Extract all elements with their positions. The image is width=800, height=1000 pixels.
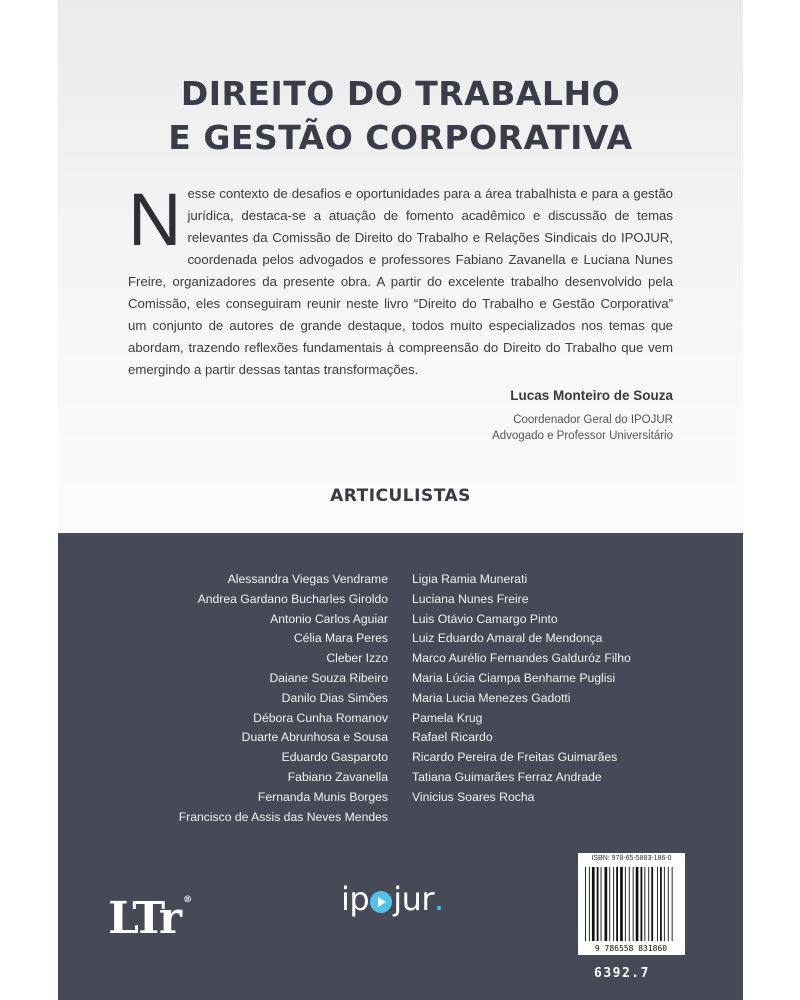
left-author: Fabiano Zavanella [287,769,388,784]
right-author: Maria Lúcia Ciampa Benhame Puglisi [412,670,616,685]
barcode-bar [648,867,649,941]
back-cover [58,0,743,1000]
barcode-bar [657,867,658,941]
book-title-line-1: DIREITO DO TRABALHO [180,74,621,113]
left-author: Antonio Carlos Aguiar [270,611,388,626]
authors-panel [58,533,743,1000]
ipojur-logo [341,880,444,918]
left-author: Eduardo Gasparoto [281,750,388,765]
right-author: Pamela Krug [412,710,483,725]
barcode-bar [644,867,645,941]
left-author: Fernanda Munis Borges [257,789,388,804]
ltr-logo [108,893,192,944]
section-title: ARTICULISTAS [330,486,471,506]
authors-left-column [88,570,388,827]
ipojur-logo-pre: ip [341,880,370,918]
left-author: Duarte Abrunhosa e Sousa [241,730,388,745]
barcode-bar [664,867,665,941]
barcode-bar [589,867,590,941]
barcode-bar [592,867,595,941]
isbn-label: ISBN: 978-65-5883-186-0 [591,855,672,862]
catalog-code: 6392.7 [594,966,650,981]
right-author: Rafael Ricardo [412,730,493,745]
right-author: Luciana Nunes Freire [412,591,529,606]
book-title-line-2: E GESTÃO CORPORATIVA [168,118,633,157]
left-author: Andrea Gardano Bucharles Giroldo [197,591,388,606]
left-author: Francisco de Assis das Neves Mendes [178,809,388,824]
barcode-icon [583,867,680,953]
left-author: Danilo Dias Simões [281,690,388,705]
left-author: Débora Cunha Romanov [253,710,388,725]
right-author: Ligia Ramia Munerati [412,572,528,586]
left-author: Daiane Souza Ribeiro [269,670,388,685]
barcode-bar [651,867,653,941]
left-author: Cleber Izzo [326,651,388,666]
barcode-bar [616,867,618,941]
barcode-bar [625,867,626,941]
left-author: Alessandra Viegas Vendrame [227,572,388,586]
intro-text: esse contexto de desafios e oportunidades para a área trabalhista e para a gestão jurídica, destaca-se a atuação de fomento acadêmico e discussão de temas relevantes da Comissão de Direito do Trabalho e Relações Sindicais do IPOJUR, coordenada pelos advogados e professores Fabiano Zavanella e Luciana Nunes Freire, organizadores da presente obra. A partir do excelente trabalho desenvolvido pela Comissão, eles conseguiram reunir neste livro “Direito do Trabalho e Gestão Corporativa” um conjunto de autores de grande destaque, todos muito especializados nos temas que abordam, trazendo reflexões fundamentais à compreensão do Direito do Trabalho que vem emergindo a partir dessas tantas transformações. [128,186,673,377]
barcode-bar [629,867,630,941]
right-author: Maria Lucia Menezes Gadotti [412,690,571,705]
barcode-bar [668,867,669,941]
right-author: Luiz Eduardo Amaral de Mendonça [412,631,603,646]
barcode-digits: 9 786558 831860 [594,944,668,953]
barcode-bar [613,867,614,941]
ipojur-logo-dot: . [434,880,444,918]
drop-cap: N [128,178,182,261]
right-author: Ricardo Pereira de Freitas Guimarães [412,750,618,765]
right-author: Luis Otávio Camargo Pinto [412,611,558,626]
ltr-logo-letters: LTr [108,893,180,944]
barcode-bar [605,867,608,941]
play-icon [370,891,392,913]
left-author: Célia Mara Peres [293,631,388,646]
registered-mark: ® [183,895,193,905]
barcode-bar [672,867,673,941]
barcode-bar [633,867,634,941]
barcode-bar [601,867,602,941]
barcode-bar [660,867,662,941]
barcode-bar [620,867,623,941]
signature-name: Lucas Monteiro de Souza [510,388,673,403]
signature-role-2: Advogado e Professor Universitário [492,430,673,442]
right-author: Tatiana Guimarães Ferraz Andrade [412,769,602,784]
ipojur-logo-post: jur [393,880,435,918]
barcode-bar [641,867,643,941]
intro-paragraph [128,178,673,381]
barcode-block [578,853,685,955]
barcode-bar [609,867,610,941]
right-author: Marco Aurélio Fernandes Galduróz Filho [412,651,631,666]
right-author: Vinicius Soares Rocha [412,789,535,804]
barcode-bar [597,867,599,941]
book-title [58,72,743,160]
signature-role-1: Coordenador Geral do IPOJUR [513,414,673,426]
barcode-bar [585,867,586,941]
barcode-bar [636,867,639,941]
authors-right-column [412,570,732,808]
